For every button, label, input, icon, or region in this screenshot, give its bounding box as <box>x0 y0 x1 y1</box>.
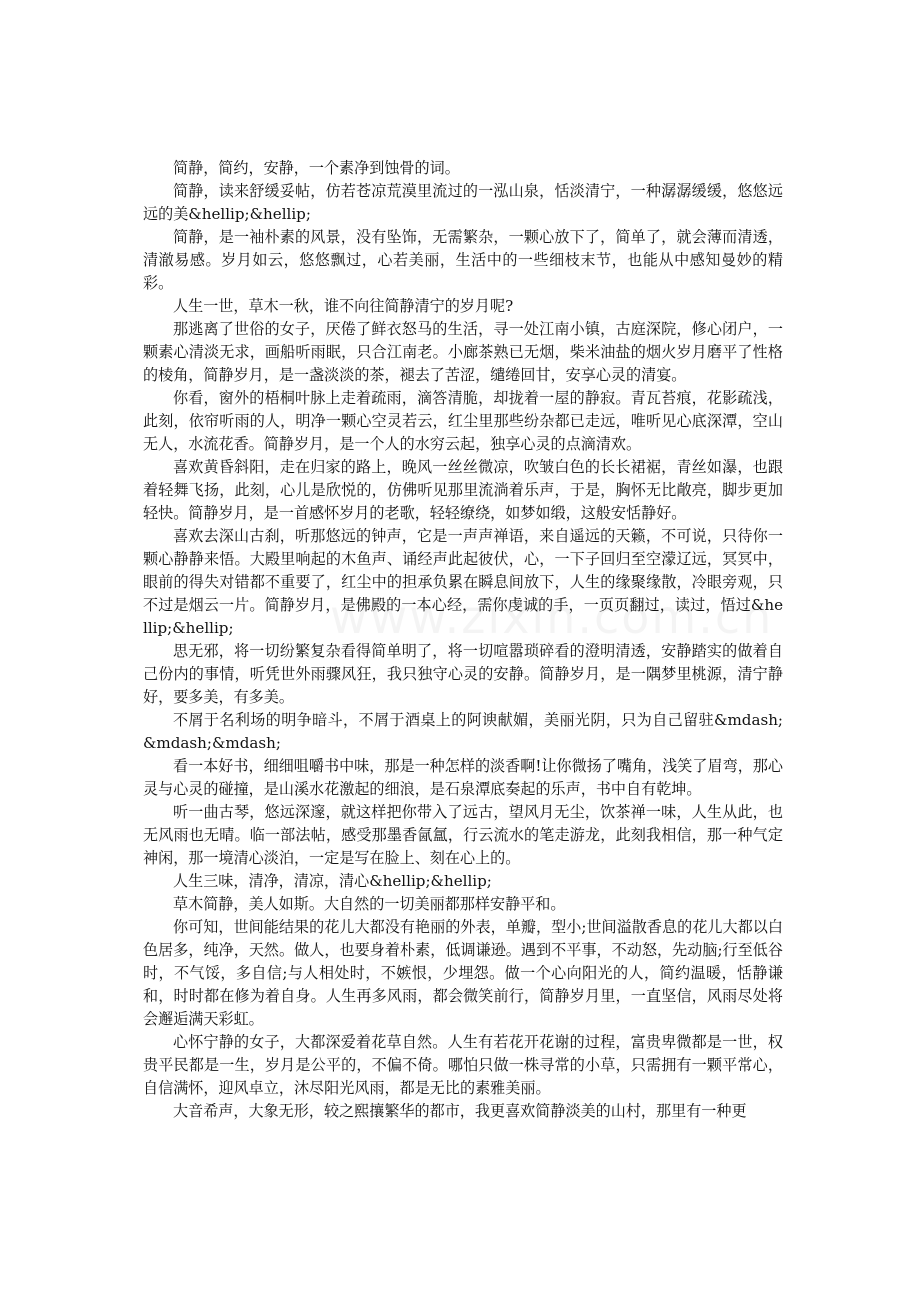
paragraph: 你可知，世间能结果的花儿大都没有艳丽的外表，单瓣，型小;世间溢散香息的花儿大都以白色居多，纯净，天然。做人，也要身着朴素，低调谦逊。遇到不平事，不动怒，先动脑;行至低谷时，不气馁，多自信;与人相处时，不嫉恨，少埋怨。做一个心向阳光的人，简约温暖，恬静谦和，时时都在修为着自身。人生再多风雨，都会微笑前行，简静岁月里，一直坚信，风雨尽处将会邂逅满天彩虹。 <box>143 918 783 1028</box>
paragraph: 你看，窗外的梧桐叶脉上走着疏雨，滴答清脆，却拢着一屋的静寂。青瓦苔痕，花影疏浅，此刻，依帘听雨的人，明净一颗心空灵若云，红尘里那些纷杂都已走远，唯听见心底深潭，空山无人，水流花香。简静岁月，是一个人的水穷云起，独享心灵的点滴清欢。 <box>143 389 783 453</box>
article-body <box>143 157 783 1123</box>
paragraph: 草木简静，美人如斯。大自然的一切美丽都那样安静平和。 <box>173 895 566 913</box>
paragraph: 简静，是一袖朴素的风景，没有坠饰，无需繁杂，一颗心放下了，简单了，就会薄而清透，清澈易感。岁月如云，悠悠飘过，心若美丽，生活中的一些细枝末节，也能从中感知曼妙的精彩。 <box>143 228 783 292</box>
paragraph: 心怀宁静的女子，大都深爱着花草自然。人生有若花开花谢的过程，富贵卑微都是一世，权贵平民都是一生，岁月是公平的，不偏不倚。哪怕只做一株寻常的小草，只需拥有一颗平常心，自信满怀，迎风卓立，沐尽阳光风雨，都是无比的素雅美丽。 <box>143 1033 783 1097</box>
paragraph: 简静，读来舒缓妥帖，仿若苍凉荒漠里流过的一泓山泉，恬淡清宁，一种潺潺缓缓，悠悠远远的美&hellip;&hellip; <box>143 182 783 223</box>
paragraph: 听一曲古琴，悠远深邃，就这样把你带入了远古，望风月无尘，饮茶禅一味，人生从此，也无风雨也无晴。临一部法帖，感受那墨香氤氲，行云流水的笔走游龙，此刻我相信，那一种气定神闲，那一境清心淡泊，一定是写在脸上、刻在心上的。 <box>143 803 783 867</box>
paragraph: 那逃离了世俗的女子，厌倦了鲜衣怒马的生活，寻一处江南小镇，古庭深院，修心闭户，一颗素心清淡无求，画船听雨眠，只合江南老。小廊茶熟已无烟，柴米油盐的烟火岁月磨平了性格的棱角，简静岁月，是一盏淡淡的茶，褪去了苦涩，缱绻回甘，安享心灵的清宴。 <box>143 320 783 384</box>
paragraph: 简静，简约，安静，一个素净到蚀骨的词。 <box>173 159 460 177</box>
paragraph: 人生三味，清净，清凉，清心&hellip;&hellip; <box>173 872 492 890</box>
paragraph: 喜欢黄昏斜阳，走在归家的路上，晚风一丝丝微凉，吹皱白色的长长裙裾，青丝如瀑，也跟着轻舞飞扬，此刻，心儿是欣悦的，仿佛听见那里流淌着乐声，于是，胸怀无比敞亮，脚步更加轻快。简静岁月，是一首感怀岁月的老歌，轻轻缭绕，如梦如缎，这般安恬静好。 <box>143 458 783 522</box>
paragraph: 人生一世，草木一秋，谁不向往简静清宁的岁月呢? <box>173 297 514 315</box>
paragraph: 不屑于名利场的明争暗斗，不屑于酒桌上的阿谀献媚，美丽光阴，只为自己留驻&mdash;&mdash;&mdash; <box>143 711 783 752</box>
paragraph: 思无邪，将一切纷繁复杂看得简单明了，将一切喧嚣琐碎看的澄明清透，安静踏实的做着自己份内的事情，听凭世外雨骤风狂，我只独守心灵的安静。简静岁月，是一隅梦里桃源，清宁静好，要多美，有多美。 <box>143 642 783 706</box>
paragraph: 大音希声，大象无形，较之熙攘繁华的都市，我更喜欢简静淡美的山村，那里有一种更 <box>173 1102 747 1120</box>
paragraph: 看一本好书，细细咀嚼书中味，那是一种怎样的淡香啊!让你微扬了嘴角，浅笑了眉弯，那心灵与心灵的碰撞，是山溪水花激起的细浪，是石泉潭底奏起的乐声，书中自有乾坤。 <box>143 757 783 798</box>
paragraph: 喜欢去深山古刹，听那悠远的钟声，它是一声声禅语，来自遥远的天籁，不可说，只待你一颗心静静来悟。大殿里响起的木鱼声、诵经声此起彼伏，心，一下子回归至空濛辽远，冥冥中，眼前的得失对错都不重要了，红尘中的担承负累在瞬息间放下，人生的缘聚缘散，冷眼旁观，只不过是烟云一片。简静岁月，是佛殿的一本心经，需你虔诚的手，一页页翻过，读过，悟过&hellip;&hellip; <box>143 527 783 637</box>
